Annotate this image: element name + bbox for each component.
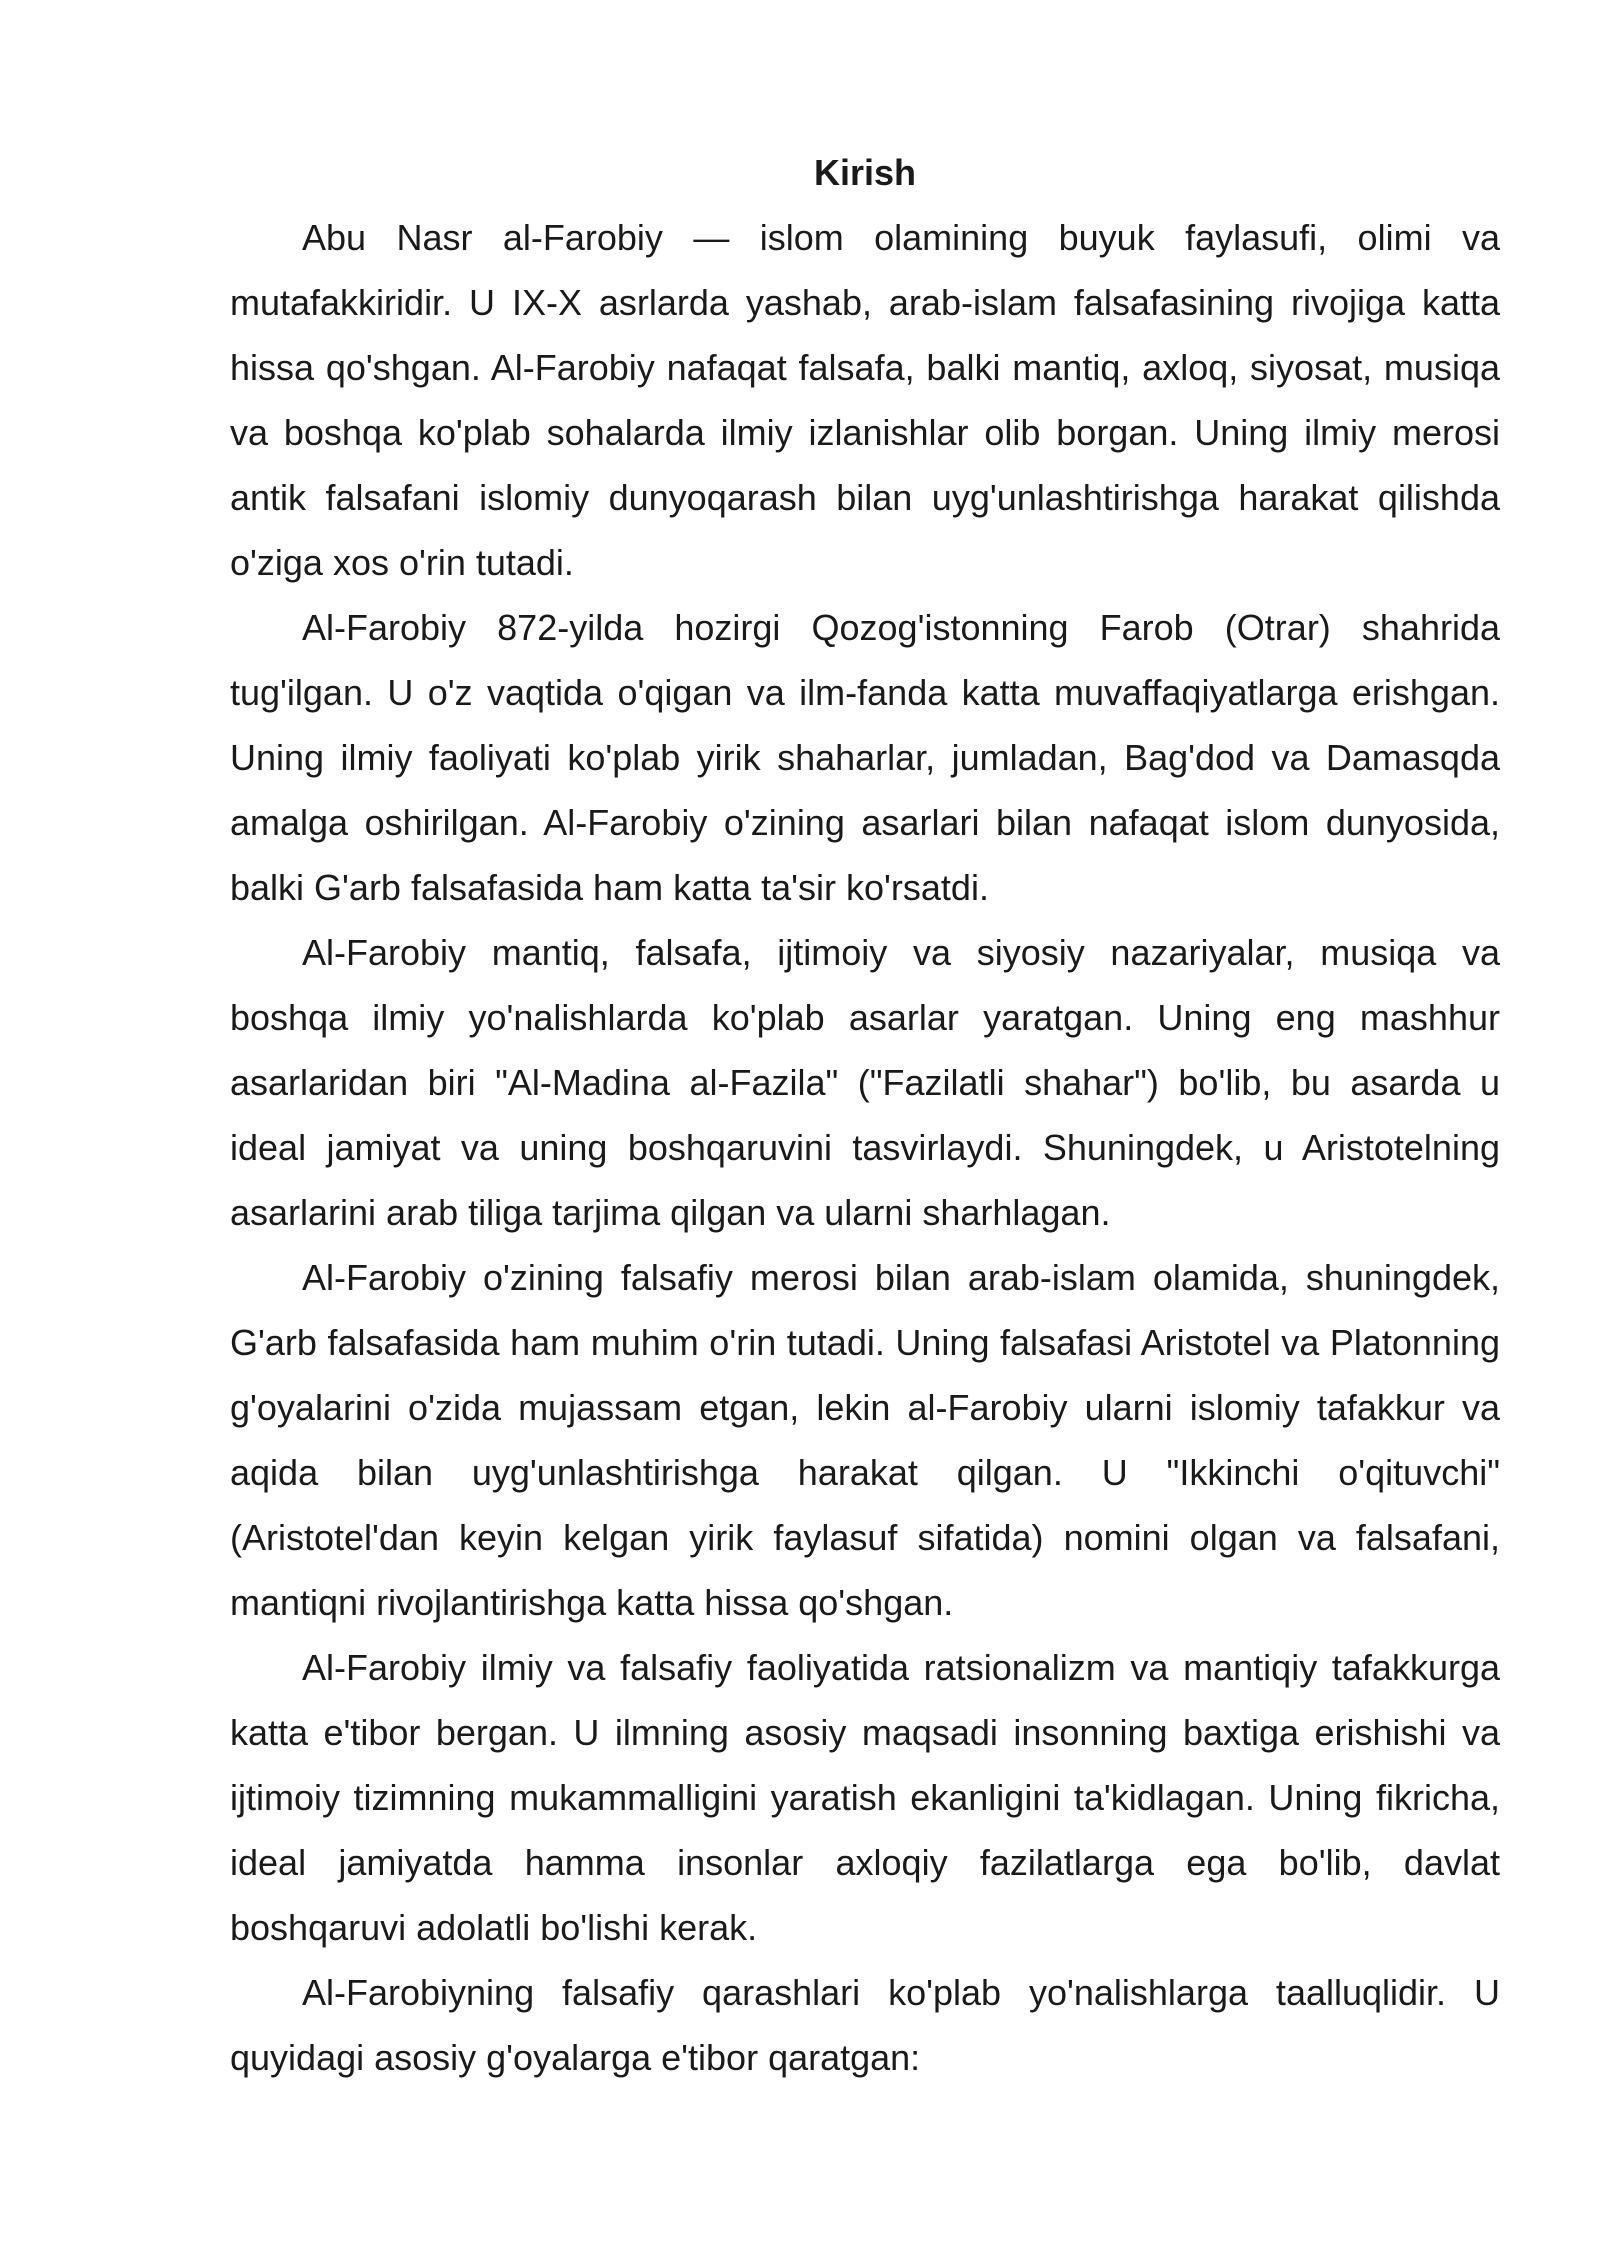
document-page bbox=[230, 140, 1500, 2090]
paragraph-birth: Al-Farobiy 872-yilda hozirgi Qozog'istonning Farob (Otrar) shahrida tug'ilgan. U o'z vaqtida o'qigan va ilm-fanda katta muvaffaqiyatlarga erishgan. Uning ilmiy faoliyati ko'plab yirik shaharlar, jumladan, Bag'dod va Damasqda amalga oshirilgan. Al-Farobiy o'zining asarlari bilan nafaqat islom dunyosida, balki G'arb falsafasida ham katta ta'sir ko'rsatdi. bbox=[230, 607, 1500, 908]
paragraph-intro: Abu Nasr al-Farobiy — islom olamining buyuk faylasufi, olimi va mutafakkiridir. U IX-X asrlarda yashab, arab-islam falsafasining rivojiga katta hissa qo'shgan. Al-Farobiy nafaqat falsafa, balki mantiq, axloq, siyosat, musiqa va boshqa ko'plab sohalarda ilmiy izlanishlar olib borgan. Uning ilmiy merosi antik falsafani islomiy dunyoqarash bilan uyg'unlashtirishga harakat qilishda o'ziga xos o'rin tutadi. bbox=[230, 217, 1500, 583]
page-title: Kirish bbox=[813, 152, 917, 193]
paragraph-legacy: Al-Farobiy o'zining falsafiy merosi bilan arab-islam olamida, shuningdek, G'arb falsafasida ham muhim o'rin tutadi. Uning falsafasi Aristotel va Platonning g'oyalarini o'zida mujassam etgan, lekin al-Farobiy ularni islomiy tafakkur va aqida bilan uyg'unlashtirishga harakat qilgan. U "Ikkinchi o'qituvchi" (Aristotel'dan keyin kelgan yirik faylasuf sifatida) nomini olgan va falsafani, mantiqni rivojlantirishga katta hissa qo'shgan. bbox=[230, 1257, 1500, 1623]
paragraph-works: Al-Farobiy mantiq, falsafa, ijtimoiy va siyosiy nazariyalar, musiqa va boshqa ilmiy yo'nalishlarda ko'plab asarlar yaratgan. Uning eng mashhur asarlaridan biri "Al-Madina al-Fazila" ("Fazilatli shahar") bo'lib, bu asarda u ideal jamiyat va uning boshqaruvini tasvirlaydi. Shuningdek, u Aristotelning asarlarini arab tiliga tarjima qilgan va ularni sharhlagan. bbox=[230, 932, 1500, 1233]
paragraph-rationalism: Al-Farobiy ilmiy va falsafiy faoliyatida ratsionalizm va mantiqiy tafakkurga katta e'tibor bergan. U ilmning asosiy maqsadi insonning baxtiga erishishi va ijtimoiy tizimning mukammalligini yaratish ekanligini ta'kidlagan. Uning fikricha, ideal jamiyatda hamma insonlar axloqiy fazilatlarga ega bo'lib, davlat boshqaruvi adolatli bo'lishi kerak. bbox=[230, 1647, 1500, 1948]
paragraph-views: Al-Farobiyning falsafiy qarashlari ko'plab yo'nalishlarga taalluqlidir. U quyidagi asosiy g'oyalarga e'tibor qaratgan: bbox=[230, 1972, 1500, 2078]
